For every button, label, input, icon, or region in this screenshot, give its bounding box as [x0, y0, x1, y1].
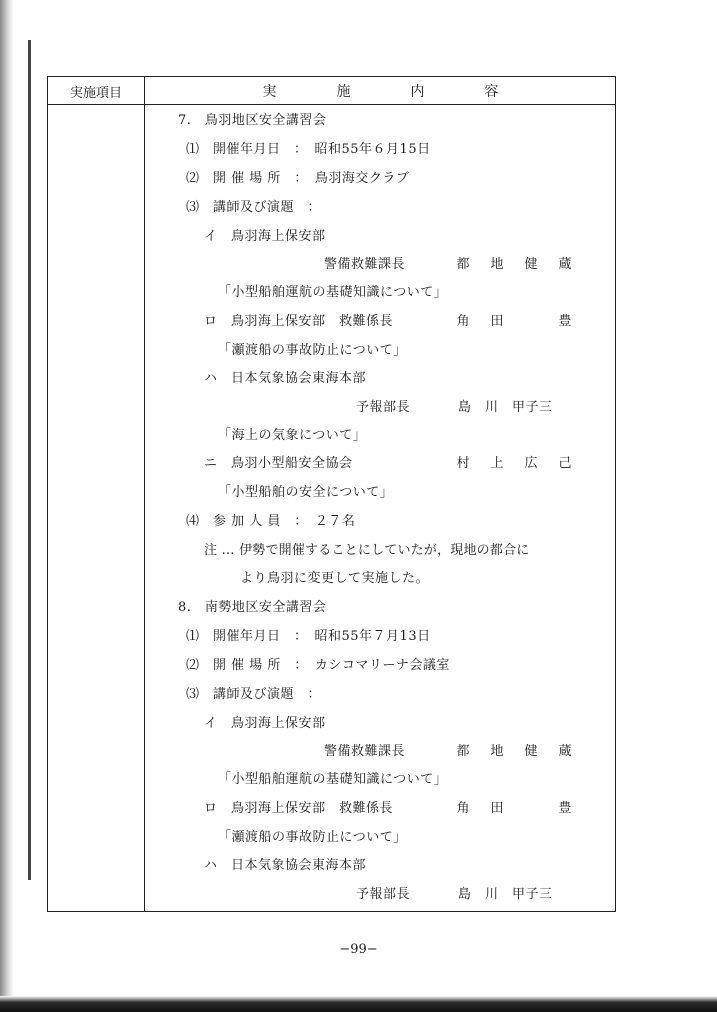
header-item-column: 実施項目: [69, 85, 122, 101]
lecturer-role: 警備救難課長: [324, 257, 406, 272]
lecturer-org: イ 鳥羽海上保安部: [204, 716, 326, 731]
implementation-table: [47, 76, 616, 912]
lecturer-role: 警備救難課長: [324, 744, 406, 759]
lecturer-name: 角 田 豊: [456, 314, 572, 329]
event-date: ⑴ 開催年月日 ： 昭和55年７月13日: [186, 629, 431, 644]
event-place: ⑵ 開 催 場 所 ： カシコマリーナ会議室: [186, 658, 450, 673]
lecturer-role: 予報部長: [356, 400, 411, 415]
lecturer-name: 都 地 健 蔵: [456, 257, 572, 272]
section-title: 8. 南勢地区安全講習会: [178, 600, 327, 615]
participants: ⑷ 参 加 人 員 ： ２７名: [186, 514, 356, 529]
header-char: 容: [484, 84, 499, 100]
header-content-column: [146, 77, 615, 105]
scan-bottom-edge: [0, 996, 717, 1012]
header-char: 実: [262, 84, 277, 100]
section-title: 7. 鳥羽地区安全講習会: [178, 113, 327, 128]
lecture-topic: 「小型船舶運航の基礎知識について」: [218, 772, 448, 787]
binding-shadow: [0, 0, 14, 1012]
event-place: ⑵ 開 催 場 所 ： 鳥羽海交クラブ: [186, 171, 410, 186]
lecturer-org: ニ 鳥羽小型船安全協会: [204, 456, 353, 471]
lecture-topic: 「瀬渡船の事故防止について」: [218, 343, 407, 358]
lecturer-org: ロ 鳥羽海上保安部 救難係長: [204, 314, 394, 329]
page-number: −99−: [339, 942, 378, 957]
header-char: 内: [410, 84, 425, 100]
lectures-heading: ⑶ 講師及び演題 ：: [186, 687, 322, 702]
column-divider: [144, 77, 145, 911]
lecturer-org: ハ 日本気象協会東海本部: [204, 371, 367, 386]
lectures-heading: ⑶ 講師及び演題 ：: [186, 200, 322, 215]
lecturer-name: 島 川 甲子三: [458, 887, 553, 902]
lecture-topic: 「海上の気象について」: [218, 428, 367, 443]
header-char: 施: [336, 84, 351, 100]
lecturer-name: 都 地 健 蔵: [456, 744, 572, 759]
lecturer-name: 島 川 甲子三: [458, 400, 553, 415]
lecturer-name: 角 田 豊: [456, 801, 572, 816]
lecture-topic: 「小型船舶運航の基礎知識について」: [218, 285, 448, 300]
table-header-row: [48, 77, 615, 105]
event-date: ⑴ 開催年月日 ： 昭和55年６月15日: [186, 142, 431, 157]
binding-edge: [28, 40, 31, 880]
lecturer-role: 予報部長: [356, 887, 411, 902]
lecture-topic: 「瀬渡船の事故防止について」: [218, 830, 407, 845]
note-line: 注 … 伊勢で開催することにしていたが，現地の都合に: [204, 543, 530, 558]
lecturer-name: 村 上 広 己: [456, 456, 572, 471]
note-line: より鳥羽に変更して実施した。: [240, 571, 430, 586]
lecturer-org: ハ 日本気象協会東海本部: [204, 858, 367, 873]
lecturer-org: ロ 鳥羽海上保安部 救難係長: [204, 801, 394, 816]
lecturer-org: イ 鳥羽海上保安部: [204, 229, 326, 244]
lecture-topic: 「小型船舶の安全について」: [218, 485, 394, 500]
